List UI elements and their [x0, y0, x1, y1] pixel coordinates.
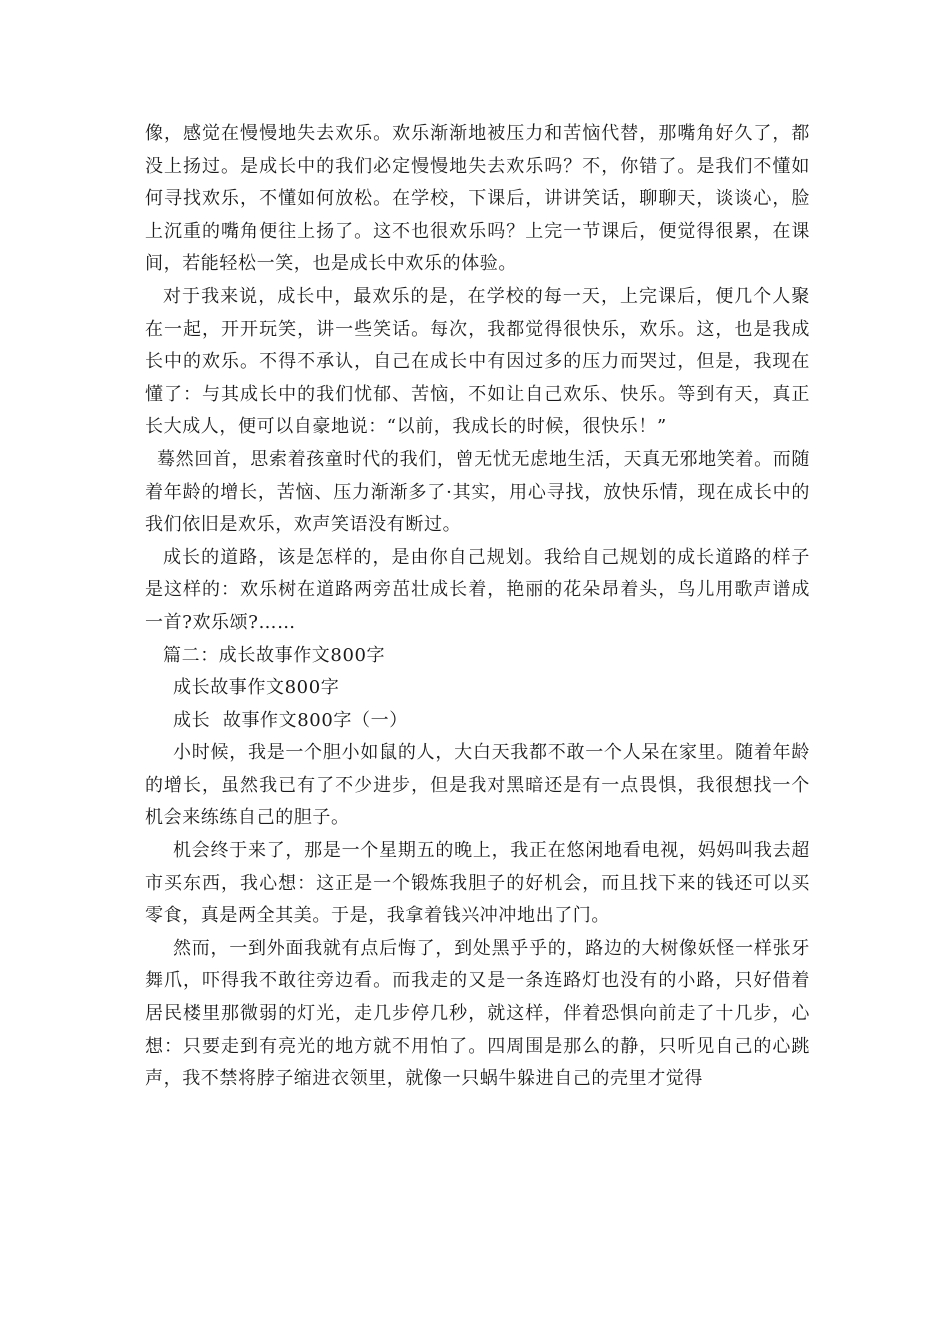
section-heading: 篇二：成长故事作文800字: [163, 644, 386, 666]
paragraph-darkness: 然而，一到外面我就有点后悔了，到处黑乎乎的，路边的大树像妖怪一样张牙舞爪，吓得我不敢往旁边看。而我走的又是一条连路灯也没有的小路，只好借着居民楼里那微弱的灯光，走几步停几秒，就这样，伴着恐惧向前走了十几步，心想：只要走到有亮光的地方就不用怕了。四周围是那么的静，只听见自己的心跳声，我不禁将脖子缩进衣领里，就像一只蜗牛躲进自己的壳里才觉得: [145, 937, 810, 1090]
paragraph-childhood: 小时候，我是一个胆小如鼠的人，大白天我都不敢一个人呆在家里。随着年龄的增长，虽然我已有了不少进步，但是我对黑暗还是有一点畏惧，我很想找一个机会来练练自己的胆子。: [145, 742, 810, 829]
paragraph-looking-back: 蓦然回首，思索着孩童时代的我们，曾无忧无虑地生活，天真无邪地笑着。而随着年龄的增长，苦恼、压力渐渐多了·其实，用心寻找，放快乐情，现在成长中的我们依旧是欢乐，欢声笑语没有断过。: [145, 448, 810, 536]
essay-subtitle: 成长 故事作文800字（一）: [173, 709, 408, 731]
paragraph-opportunity: 机会终于来了，那是一个星期五的晚上，我正在悠闲地看电视，妈妈叫我去超市买东西，我心想：这正是一个锻炼我胆子的好机会，而且找下来的钱还可以买零食，真是两全其美。于是，我拿着钱兴冲冲地出了门。: [145, 840, 810, 927]
paragraph-growth-road: 成长的道路，该是怎样的，是由你自己规划。我给自己规划的成长道路的样子是这样的：欢乐树在道路两旁茁壮成长着，艳丽的花朵昂着头，鸟儿用歌声谱成一首?欢乐颂?……: [145, 546, 810, 633]
document-body: [145, 118, 810, 1096]
paragraph-continuation: 像，感觉在慢慢地失去欢乐。欢乐渐渐地被压力和苦恼代替，那嘴角好久了，都没上扬过。是成长中的我们必定慢慢地失去欢乐吗？不，你错了。是我们不懂如何寻找欢乐，不懂如何放松。在学校，下课后，讲讲笑话，聊聊天，谈谈心，脸上沉重的嘴角便往上扬了。这不也很欢乐吗？上完一节课后，便觉得很累，在课间，若能轻松一笑，也是成长中欢乐的体验。: [145, 123, 810, 275]
paragraph-joy-at-school: 对于我来说，成长中，最欢乐的是，在学校的每一天，上完课后，便几个人聚在一起，开开玩笑，讲一些笑话。每次，我都觉得很快乐，欢乐。这，也是我成长中的欢乐。不得不承认，自己在成长中有因过多的压力而哭过，但是，我现在懂了：与其成长中的我们忧郁、苦恼，不如让自己欢乐、快乐。等到有天，真正长大成人，便可以自豪地说：“以前，我成长的时候，很快乐！”: [145, 285, 810, 438]
essay-title: 成长故事作文800字: [173, 677, 340, 699]
